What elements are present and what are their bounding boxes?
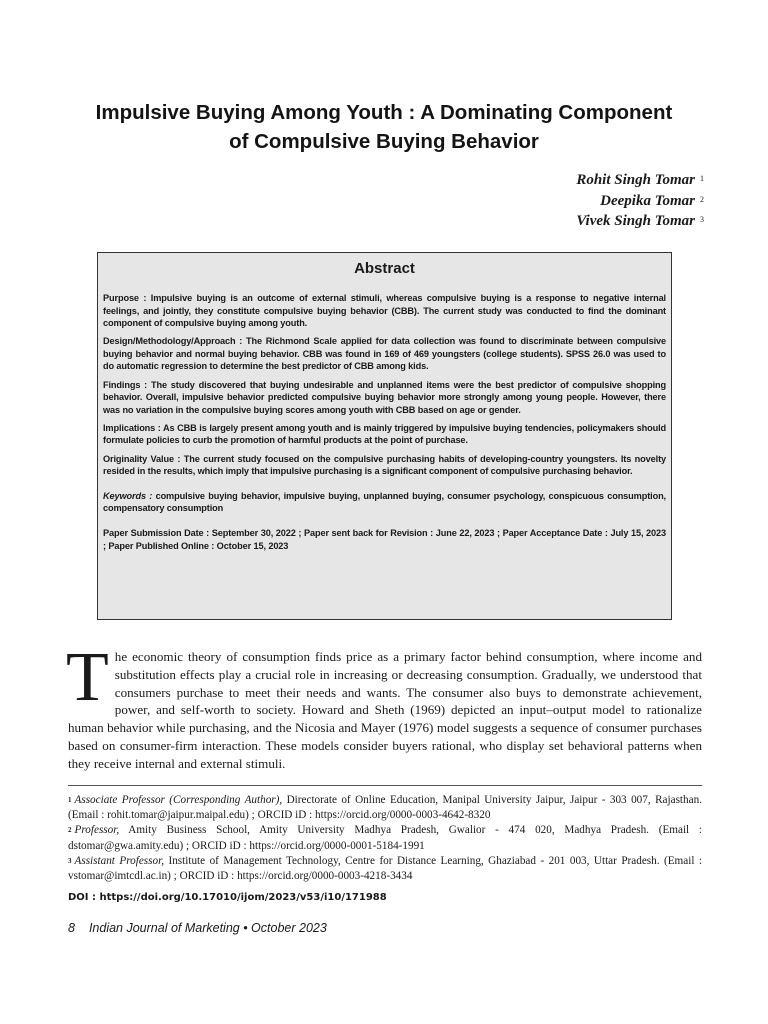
abstract-heading: Abstract — [354, 260, 415, 277]
author-2 — [576, 191, 704, 212]
footnote-mark: 3 — [68, 856, 72, 865]
journal-name: Indian Journal of Marketing • October 2023 — [88, 921, 327, 935]
author-name: Vivek Singh Tomar — [576, 213, 695, 229]
author-name: Deepika Tomar — [600, 192, 695, 209]
paper-title-line-2: of Compulsive Buying Behavior — [229, 130, 539, 153]
abstract-design: Design/Methodology/Approach : The Richmond Scale applied for data collection was found to discriminate between compulsive buying behavior and normal buying behavior. CBB was found in 169 of 469 youngsters (college students). SPSS 26.0 was used to do automatic regression to determine the best predictor of CBB among kids. — [103, 336, 666, 372]
paper-title — [40, 98, 728, 156]
page-number: 8 — [68, 921, 75, 935]
abstract-implications: Implications : As CBB is largely present among youth and is mainly triggered by impulsive buying tendencies, policymakers should formulate policies to curb the promotion of harmful products at the point of purchase. — [103, 422, 666, 446]
footnote-role: Associate Professor (Corresponding Author), — [74, 794, 283, 806]
footnote-1 — [68, 793, 702, 823]
abstract-dates: Paper Submission Date : September 30, 2022 ; Paper sent back for Revision : June 22, 2023 ; Paper Acceptance Date : July 15, 2023 ; Paper Published Online : October 15, 2023 — [103, 527, 666, 551]
footnote-role: Assistant Professor, — [74, 854, 165, 867]
footnote-mark: 2 — [68, 826, 72, 835]
keywords-text: compulsive buying behavior, impulsive buying, unplanned buying, consumer psychology, conspicuous consumption, compensatory consumption — [103, 490, 666, 514]
body-paragraph-text: he economic theory of consumption finds price as a primary factor behind consumption, where income and substitution effects play a crucial role in increasing or decreasing consumption. Gradually, we understood that consumers purchase to meet their needs and wants. The consumer also buys to demonstrate achievement, power, and self-worth to society. Howard and Sheth (1969) depicted an input–output model to rationalize human behavior while purchasing, and the Nicosia and Mayer (1976) model suggests a sequence of consumer purchases based on consumer-firm interaction. These models consider buyers rational, who display set behavioral patterns when they receive internal and external stimuli. — [68, 649, 702, 771]
abstract-box — [97, 252, 672, 620]
author-affiliation-mark: 3 — [700, 215, 704, 224]
footnotes — [68, 793, 702, 884]
body-paragraph — [66, 639, 702, 773]
footnote-role: Professor, — [74, 824, 120, 837]
footnote-divider — [68, 785, 702, 786]
author-list — [576, 170, 704, 232]
abstract-originality: Originality Value : The current study focused on the compulsive purchasing habits of developing-country youngsters. Its novelty resided in the results, which imply that impulsive purchasing is a significant component of compulsive purchasing behavior. — [103, 453, 666, 477]
paper-title-line-1: Impulsive Buying Among Youth : A Dominating Component — [95, 101, 673, 124]
author-name: Rohit Singh Tomar — [576, 172, 695, 188]
footnote-text: Institute of Management Technology, Centre for Distance Learning, Ghaziabad - 201 003, Uttar Pradesh. (Email : vstomar@imtcdl.ac.in) ; ORCID iD : https://orcid.org/0000-0003-4218-3434 — [68, 854, 702, 883]
footnote-mark: 1 — [68, 796, 72, 804]
page-footer — [68, 921, 327, 935]
author-affiliation-mark: 2 — [700, 194, 704, 204]
abstract-findings: Findings : The study discovered that buying undesirable and unplanned items were the best predictor of compulsive shopping behavior. Overall, impulsive behavior predicted compulsive buying behavior more strongly among young people. However, there was no variation in the compulsive buying scores among youth with CBB based on age or gender. — [103, 379, 666, 415]
footnote-text: Directorate of Online Education, Manipal University Jaipur, Jaipur - 303 007, Rajasthan. (Email : rohit.tomar@jaipur.maipal.edu) ; ORCID iD : https://orcid.org/0000-0003-4642-8320 — [68, 794, 702, 822]
footnote-text: Amity Business School, Amity University Madhya Pradesh, Gwalior - 474 020, Madhya Pradesh. (Email : dstomar@gwa.amity.edu) ; ORCID iD : https://orcid.org/0000-0001-5184-1991 — [68, 824, 702, 852]
drop-cap: T — [66, 639, 109, 716]
abstract-purpose: Purpose : Impulsive buying is an outcome of external stimuli, whereas compulsive buying is a response to negative internal feelings, and jointly, they constitute compulsive buying behavior (CBB). The current study was conducted to find the dominant component of compulsive buying among youth. — [103, 293, 666, 329]
author-3 — [576, 211, 704, 232]
footnote-2 — [68, 823, 702, 853]
author-affiliation-mark: 1 — [700, 174, 704, 183]
doi-link[interactable]: DOI : https://doi.org/10.17010/ijom/2023/v53/i10/171988 — [68, 892, 387, 903]
keywords-label: Keywords : — [103, 490, 153, 501]
abstract-keywords — [103, 490, 666, 515]
footnote-3 — [68, 854, 702, 884]
author-1 — [576, 170, 704, 191]
